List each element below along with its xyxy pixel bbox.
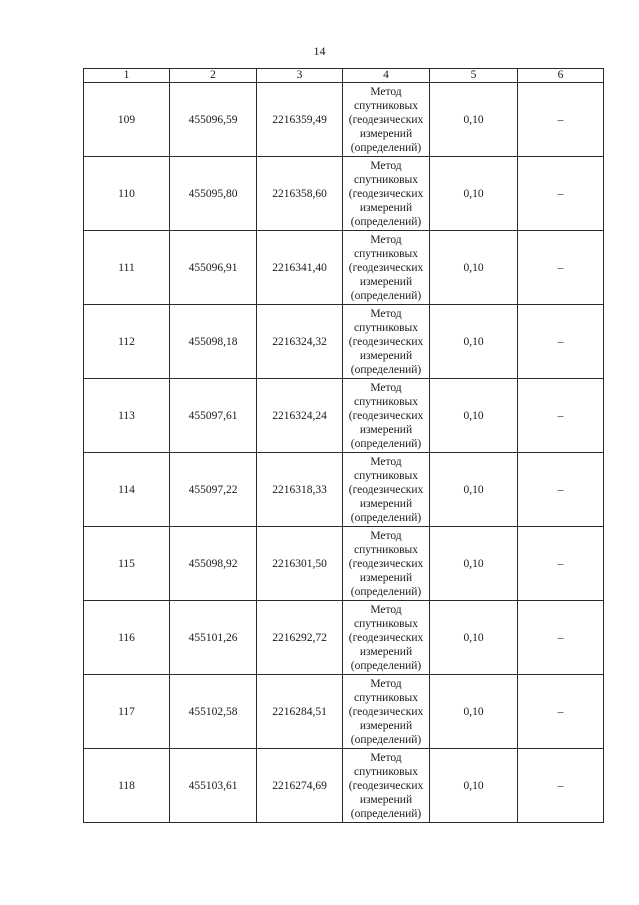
coordinates-table <box>83 68 604 823</box>
accuracy-value: 0,10 <box>430 305 518 379</box>
table-row <box>84 527 604 601</box>
accuracy-value: 0,10 <box>430 749 518 823</box>
accuracy-value: 0,10 <box>430 453 518 527</box>
accuracy-value: 0,10 <box>430 675 518 749</box>
method-description: Метод спутниковых (геодезических измерений (определений) <box>343 231 430 305</box>
coordinate-x: 455095,80 <box>170 157 257 231</box>
method-description: Метод спутниковых (геодезических измерений (определений) <box>343 305 430 379</box>
method-description: Метод спутниковых (геодезических измерений (определений) <box>343 453 430 527</box>
column-header-3: 3 <box>257 69 343 83</box>
column-header-6: 6 <box>518 69 604 83</box>
coordinate-x: 455101,26 <box>170 601 257 675</box>
table-row <box>84 379 604 453</box>
table-row <box>84 601 604 675</box>
coordinate-x: 455097,61 <box>170 379 257 453</box>
note-dash: – <box>518 527 604 601</box>
accuracy-value: 0,10 <box>430 379 518 453</box>
column-header-5: 5 <box>430 69 518 83</box>
coordinate-y: 2216292,72 <box>257 601 343 675</box>
method-description: Метод спутниковых (геодезических измерений (определений) <box>343 379 430 453</box>
point-number: 110 <box>84 157 170 231</box>
point-number: 111 <box>84 231 170 305</box>
note-dash: – <box>518 453 604 527</box>
method-description: Метод спутниковых (геодезических измерений (определений) <box>343 675 430 749</box>
coordinate-x: 455098,18 <box>170 305 257 379</box>
coordinate-y: 2216358,60 <box>257 157 343 231</box>
column-header-2: 2 <box>170 69 257 83</box>
table-row <box>84 305 604 379</box>
method-description: Метод спутниковых (геодезических измерений (определений) <box>343 527 430 601</box>
note-dash: – <box>518 379 604 453</box>
table-header-row <box>84 69 604 83</box>
point-number: 109 <box>84 83 170 157</box>
coordinate-x: 455103,61 <box>170 749 257 823</box>
page-number: 14 <box>313 44 326 58</box>
method-description: Метод спутниковых (геодезических измерений (определений) <box>343 601 430 675</box>
coordinate-y: 2216274,69 <box>257 749 343 823</box>
table-row <box>84 675 604 749</box>
column-header-1: 1 <box>84 69 170 83</box>
note-dash: – <box>518 157 604 231</box>
accuracy-value: 0,10 <box>430 83 518 157</box>
coordinate-x: 455102,58 <box>170 675 257 749</box>
accuracy-value: 0,10 <box>430 601 518 675</box>
table-row <box>84 157 604 231</box>
table-row <box>84 83 604 157</box>
column-header-4: 4 <box>343 69 430 83</box>
point-number: 116 <box>84 601 170 675</box>
coordinate-y: 2216318,33 <box>257 453 343 527</box>
note-dash: – <box>518 675 604 749</box>
point-number: 114 <box>84 453 170 527</box>
note-dash: – <box>518 601 604 675</box>
coordinate-y: 2216324,32 <box>257 305 343 379</box>
point-number: 117 <box>84 675 170 749</box>
table-row <box>84 453 604 527</box>
point-number: 118 <box>84 749 170 823</box>
note-dash: – <box>518 749 604 823</box>
table-row <box>84 231 604 305</box>
coordinate-y: 2216359,49 <box>257 83 343 157</box>
note-dash: – <box>518 83 604 157</box>
note-dash: – <box>518 231 604 305</box>
coordinate-x: 455096,91 <box>170 231 257 305</box>
method-description: Метод спутниковых (геодезических измерений (определений) <box>343 83 430 157</box>
accuracy-value: 0,10 <box>430 527 518 601</box>
point-number: 113 <box>84 379 170 453</box>
method-description: Метод спутниковых (геодезических измерений (определений) <box>343 749 430 823</box>
coordinate-x: 455098,92 <box>170 527 257 601</box>
coordinate-y: 2216341,40 <box>257 231 343 305</box>
note-dash: – <box>518 305 604 379</box>
point-number: 112 <box>84 305 170 379</box>
coordinate-y: 2216284,51 <box>257 675 343 749</box>
coordinate-y: 2216301,50 <box>257 527 343 601</box>
method-description: Метод спутниковых (геодезических измерений (определений) <box>343 157 430 231</box>
table-row <box>84 749 604 823</box>
coordinate-y: 2216324,24 <box>257 379 343 453</box>
coordinate-x: 455097,22 <box>170 453 257 527</box>
accuracy-value: 0,10 <box>430 157 518 231</box>
coordinate-x: 455096,59 <box>170 83 257 157</box>
accuracy-value: 0,10 <box>430 231 518 305</box>
point-number: 115 <box>84 527 170 601</box>
